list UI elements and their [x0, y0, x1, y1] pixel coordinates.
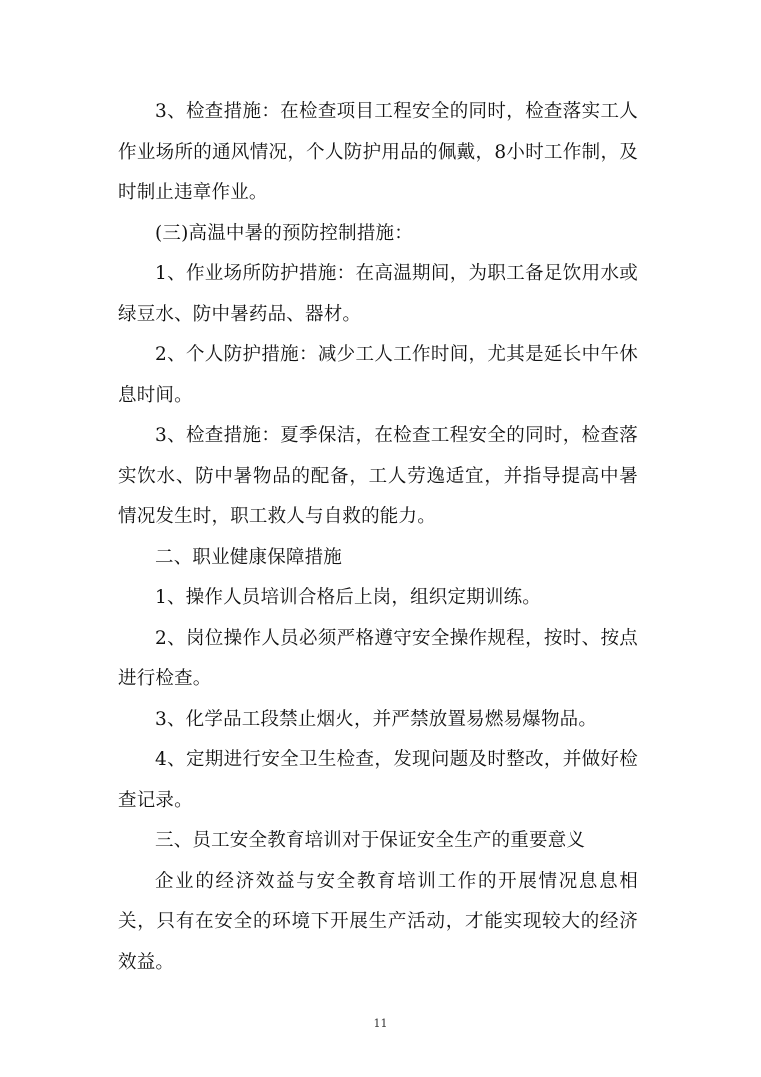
paragraph-summer-inspection: 3、检查措施：夏季保洁，在检查工程安全的同时，检查落实饮水、防中暑物品的配备，工人劳逸适宜，并指导提高中暑情况发生时，职工救人与自救的能力。 — [118, 425, 638, 527]
paragraph-safety-inspection: 4、定期进行安全卫生检查，发现问题及时整改，并做好检查记录。 — [118, 749, 638, 811]
paragraph-operator-training: 1、操作人员培训合格后上岗，组织定期训练。 — [155, 587, 541, 608]
paragraph-operating-rules: 2、岗位操作人员必须严格遵守安全操作规程，按时、按点进行检查。 — [118, 627, 638, 689]
page-number: 11 — [373, 1017, 388, 1030]
paragraph-workplace-protection: 1、作业场所防护措施：在高温期间，为职工备足饮用水或绿豆水、防中暑药品、器材。 — [118, 263, 638, 325]
paragraph-personal-protection: 2、个人防护措施：减少工人工作时间，尤其是延长中午休息时间。 — [118, 344, 638, 406]
heading-safety-education: 三、员工安全教育培训对于保证安全生产的重要意义 — [155, 830, 586, 851]
paragraph-inspection-measures: 3、检查措施：在检查项目工程安全的同时，检查落实工人作业场所的通风情况，个人防护用品的佩戴，8小时工作制，及时制止违章作业。 — [118, 101, 638, 203]
document-body — [118, 92, 638, 983]
paragraph-chemical-section: 3、化学品工段禁止烟火，并严禁放置易燃易爆物品。 — [155, 708, 598, 730]
heading-occupational-health: 二、职业健康保障措施 — [155, 546, 343, 568]
heading-heatstroke-prevention: (三)高温中暑的预防控制措施： — [155, 222, 413, 244]
paragraph-economic-benefit: 企业的经济效益与安全教育培训工作的开展情况息息相关，只有在安全的环境下开展生产活动，才能实现较大的经济效益。 — [118, 870, 638, 973]
